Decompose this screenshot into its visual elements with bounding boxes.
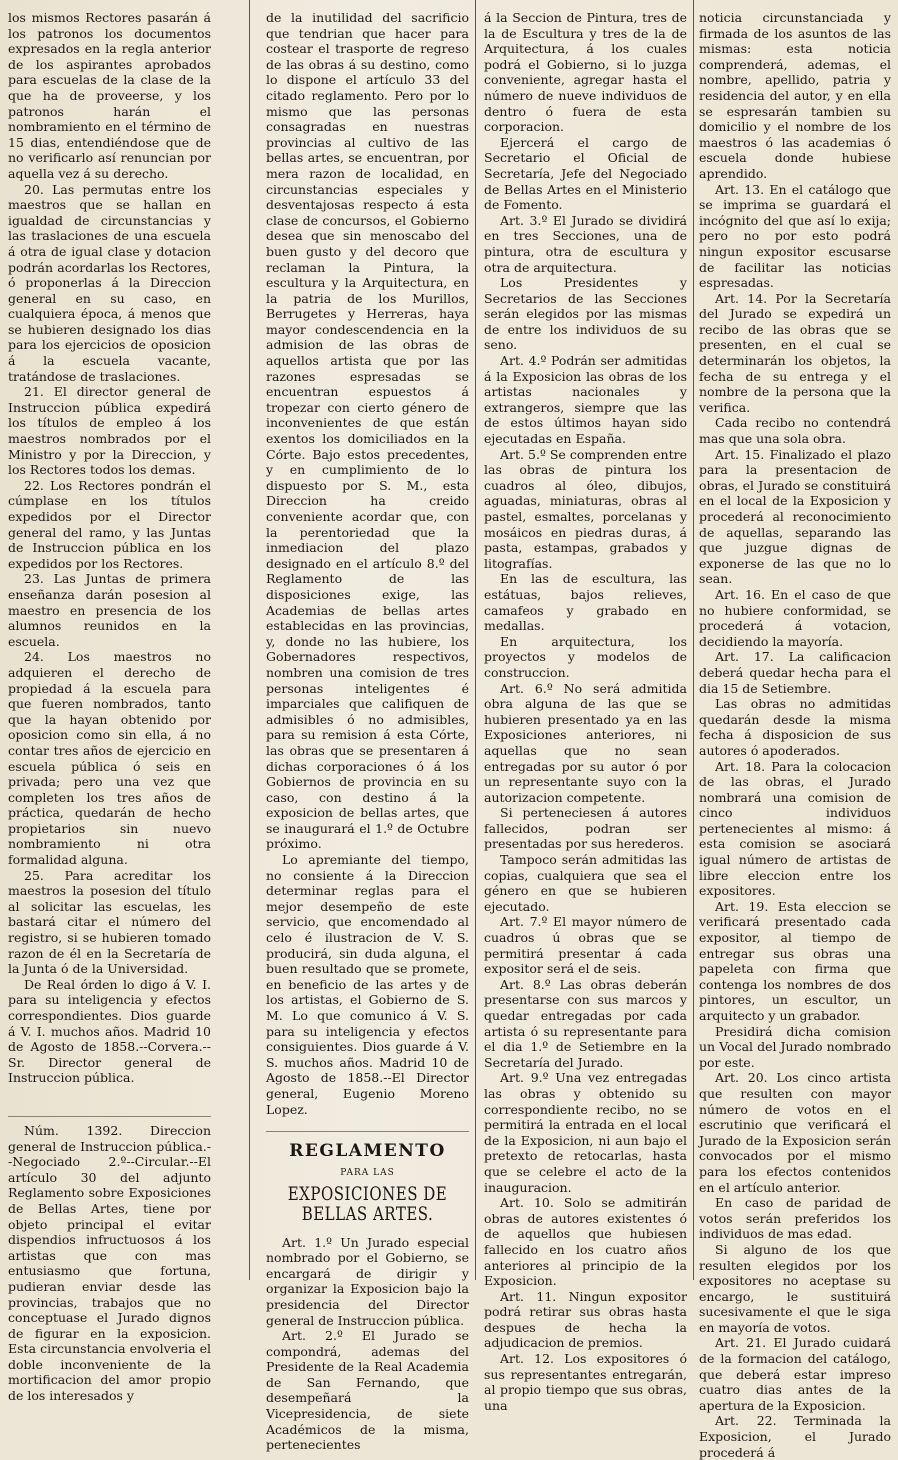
paragraph: Tampoco serán admitidas las copias, cualquiera que sea el género en que se hubieren ejecutado. [484,852,687,914]
paragraph: Art. 20. Los cinco artista que resulten con mayor número de votos en el escrutinio que verificará el Jurado de la Exposicion serán convocados por el mismo para los efectos contenidos en el artículo anterior. [699,1070,891,1195]
paragraph: Art. 10. Solo se admitirán obras de autores existentes ó de aquellos que hubiesen fallecido en los cuatro años anteriores al principio de la Exposicion. [484,1195,687,1289]
paragraph: Art. 16. En el caso de que no hubiere conformidad, se procederá á votacion, decidiendo la mayoría. [699,586,891,649]
paragraph: Art. 4.º Podrán ser admitidas á la Exposicion las obras de los artistas nacionales y extrangeros, siempre que las de estos últimos hayan sido ejecutadas en España. [484,353,687,447]
paragraph: Art. 8.º Las obras deberán presentarse con sus marcos y quedar entregadas por cada artista ó su representante para el dia 1.º de Setiembre en la Secretaría del Jurado. [484,976,687,1070]
reglamento-subtitle: PARA LAS [340,1167,395,1178]
paragraph: Art. 21. El Jurado cuidará de la formacion del catálogo, que deberá estar impreso cuatro dias antes de la apertura de la Exposicion. [699,1335,891,1413]
paragraph: Art. 2.º El Jurado se compondrá, ademas del Presidente de la Real Academia de San Fernando, que desempeñará la Vicepresidencia, de siete Académicos de la misma, pertenecientes [266,1328,469,1453]
paragraph: 24. Los maestros no adquieren el derecho de propiedad á la escuela para que fueren nombrados, tanto que la hayan obtenido por oposicion como sin ella, á no contar tres años de ejercicio en escuela pública ó seis en privada; pero una vez que completen los tres años de práctica, quedarán de hecho propietarios sin nuevo nombramiento ni otra formalidad alguna. [8,649,211,868]
paragraph: Art. 7.º El mayor número de cuadros ú obras que se permitirá presentar á cada expositor será el de seis. [484,914,687,977]
column-rule [693,0,694,1280]
paragraph: Ejercerá el cargo de Secretario el Oficial de Secretaría, Jefe del Negociado de Bellas Artes en el Ministerio de Fomento. [484,134,687,213]
paragraph: 21. El director general de Instruccion pública expedirá los títulos de empleo á los maestros nombrados por el Ministro y por la Direccion, y los Rectores todos los demas. [8,384,211,478]
paragraph: Art. 22. Terminada la Exposicion, el Jurado procederá á [699,1413,891,1460]
paragraph: Art. 13. En el catálogo que se imprima se guardará el incógnito del que así lo exija; pero no por esto podrá ningun expositor escusarse de facilitar las noticias espresadas. [699,181,891,291]
paragraph: 22. Los Rectores pondrán el cúmplase en los títulos expedidos por el Director general del ramo, y las Juntas de Instruccion pública en los expedidos por los Rectores. [8,477,211,571]
paragraph: Art. 17. La calificacion deberá quedar hecha para el dia 15 de Setiembre. [699,649,891,696]
reglamento-title: REGLAMENTO [289,1141,446,1162]
paragraph: Art. 6.º No será admitida obra alguna de las que se hubieren presentado ya en las Exposiciones anteriores, ni aquellas que no sean entregadas por su autor ó por un representante suyo con la autorizacion competente. [484,680,687,805]
paragraph: 25. Para acreditar los maestros la posesion del título al solicitar las escuelas, les bastará citar el número del registro, si se hubieren tomado razon de él en la Secretaría de la Junta ó de la Universidad. [8,867,211,977]
paragraph: Art. 12. Los expositores ó sus representantes entregarán, al propio tiempo que sus obras, una [484,1351,687,1413]
paragraph: En arquitectura, los proyectos y modelos de construccion. [484,633,687,680]
paragraph: Núm. 1392. Direccion general de Instruccion pública.--Negociado 2.º--Circular.--El artículo 30 del adjunto Reglamento sobre Exposiciones de Bellas Artes, tiene por objeto principal el evitar dispendios infructuosos á los artistas que con mas entusiasmo que fortuna, pudieran enviar desde las provincias, trabajos que no conceptuase el Jurado dignos de figurar en la exposicion. Esta circunstancia envolveria el doble inconveniente de la mortificacion del amor propio de los interesados y [8,1122,211,1404]
paragraph: á la Seccion de Pintura, tres de la de Escultura y tres de la de Arquitectura, á los cuales podrá el Gobierno, si lo juzga conveniente, agregar hasta el número de nueve individuos de dentro ó fuera de esta corporacion. [484,10,687,135]
paragraph: Art. 9.º Una vez entregadas las obras y obtenido su correspondiente recibo, no se permitirá la entrada en el local de la Exposicion, ni aun bajo el pretexto de retocarlas, hasta que se celebre el acto de la inauguracion. [484,1070,687,1195]
paragraph: En las de escultura, las estátuas, bajos relieves, camafeos y grabado en medallas. [484,571,687,634]
reglamento-main-title: EXPOSICIONES DE BELLAS ARTES. [287,1182,448,1225]
column-1 [8,10,211,1404]
paragraph: 23. Las Juntas de primera enseñanza darán posesion al maestro en presencia de los alumnos reunidos en la escuela. [8,571,211,649]
paragraph: Art. 15. Finalizado el plazo para la presentacion de obras, el Jurado se constituirá en el local de la Exposicion y procederá al reconocimiento de aquellas, separando las que juzgue dignas de exponerse de las que no lo sean. [699,446,891,587]
paragraph: Lo apremiante del tiempo, no consiente á la Direccion determinar reglas para el mejor desempeño de este servicio, que encomendado al celo é ilustracion de V. S. producirá, sin duda alguna, el buen resultado que se promete, en beneficio de las artes y de los artistas, el Gobierno de S. M. Lo que comunico á V. S. para su inteligencia y efectos consiguientes. Dios guarde á V. S. muchos años. Madrid 10 de Agosto de 1858.--El Director general, Eugenio Moreno Lopez. [266,852,469,1117]
column-4 [699,10,891,1460]
paragraph: Art. 1.º Un Jurado especial nombrado por el Gobierno, se encargará de dirigir y organizar la Exposicion bajo la presidencia del Director general de Instruccion pública. [266,1234,469,1328]
paragraph: Si alguno de los que resulten elegidos por los expositores no aceptase su encargo, le sustituirá sucesivamente el que le siga en mayoría de votos. [699,1241,891,1335]
paragraph: noticia circunstanciada y firmada de los asuntos de las mismas: esta noticia comprenderá, ademas, el nombre, apellido, patria y residencia del autor, y en ella se espresarán tambien su domicilio y el nombre de los maestros ó las academias ó escuela donde hubiese aprendido. [699,10,891,181]
paragraph: Art. 19. Esta eleccion se verificará presentado cada expositor, al tiempo de entregar sus obras una papeleta con firma que contenga los nombres de dos pintores, un escultor, un arquitecto y un grabador. [699,898,891,1023]
paragraph: Si perteneciesen á autores fallecidos, podran ser presentadas por sus herederos. [484,805,687,852]
paragraph: De Real órden lo digo á V. I. para su inteligencia y efectos correspondientes. Dios guarde á V. I. muchos años. Madrid 10 de Agosto de 1858.--Corvera.--Sr. Director general de Instruccion pública. [8,976,211,1086]
paragraph: Presidirá dicha comision un Vocal del Jurado nombrado por este. [699,1023,891,1070]
paragraph: Art. 18. Para la colocacion de las obras, el Jurado nombrará una comision de cinco individuos pertenecientes al mismo: á esta comision se asociará igual número de artistas de libre eleccion entre los expositores. [699,758,891,899]
paragraph: Art. 14. Por la Secretaría del Jurado se expedirá un recibo de las obras que se presenten, en el cual se determinarán los objetos, la fecha de su entrega y el nombre de la persona que la verifica. [699,290,891,415]
section-divider [8,1086,211,1117]
paragraph: de la inutilidad del sacrificio que tendrian que hacer para costear el trasporte de regreso de las obras á su destino, como lo dispone el artículo 33 del citado reglamento. Pero por lo mismo que las personas consagradas en nuestras provincias al cultivo de las bellas artes, se encuentran, por mera razon de localidad, en circunstancias especiales y desventajosas respecto á esta clase de concursos, el Gobierno desea que sin menoscabo del buen gusto y del decoro que reclaman la Pintura, la escultura y la Arquitectura, en la patria de los Murillos, Berrugetes y Herreras, haya mayor condescendencia en la admision de las obras de aquellos artista que por las razones espresadas se encuentran espuestos á tropezar con cierto género de inconvenientes de que están exentos los domiciliados en la Córte. Bajo estos precedentes, y en cumplimiento de lo dispuesto por S. M., esta Direccion ha creido conveniente acordar que, con la perentoriedad que la inmediacion del plazo designado en el artículo 8.º del Reglamento de las disposiciones exige, las Academias de bellas artes establecidas en las provincias, y, donde no las hubiere, los Gobernadores respectivos, nombren una comision de tres personas inteligentes é imparciales que califiquen de admisibles ó no admisibles, para su remision á esta Córte, las obras que se presentaren á dichas corporaciones ó á los Gobiernos de provincia en su caso, con destino á la exposicion de bellas artes, que se inaugurará el 1.º de Octubre próximo. [266,10,469,852]
paragraph: Art. 5.º Se comprenden entre las obras de pintura los cuadros al óleo, dibujos, aguadas, miniaturas, obras al pastel, esmaltes, porcelanas y mosáicos en piedras duras, á pasta, estampas, grabados y litografías. [484,446,687,571]
paragraph: En caso de paridad de votos serán preferidos los individuos de mas edad. [699,1195,891,1242]
section-divider [266,1117,469,1132]
column-2 [266,10,469,1453]
column-rule [475,0,476,1280]
paragraph: 20. Las permutas entre los maestros que se hallan en igualdad de circunstancias y las traslaciones de una escuela á otra de igual clase y dotacion podrán acordarlas los Rectores, ó proponerlas á la Direccion general en su caso, en cualquiera época, á menos que se hubieren designado los dias para los ejercicios de oposicion á la escuela vacante, tratándose de traslaciones. [8,181,211,384]
paragraph: Art. 11. Ningun expositor podrá retirar sus obras hasta despues de hecha la adjudicacion de premios. [484,1288,687,1351]
column-3 [484,10,687,1413]
paragraph: Cada recibo no contendrá mas que una sola obra. [699,415,891,447]
paragraph: Las obras no admitidas quedarán desde la misma fecha á disposicion de sus autores ó apoderados. [699,696,891,758]
paragraph: los mismos Rectores pasarán á los patronos los documentos expresados en la regla anterior de los aspirantes aprobados para escuelas de la clase de la que ha de proveerse, y los patronos harán el nombramiento en el término de 15 dias, entendiéndose que de no verificarlo así renuncian por aquella vez á su derecho. [8,10,211,181]
paragraph: Art. 3.º El Jurado se dividirá en tres Secciones, una de pintura, otra de escultura y otra de arquitectura. [484,212,687,275]
column-rule [249,0,250,1280]
paragraph: Los Presidentes y Secretarios de las Secciones serán elegidos por las mismas de entre los individuos de su seno. [484,275,687,353]
